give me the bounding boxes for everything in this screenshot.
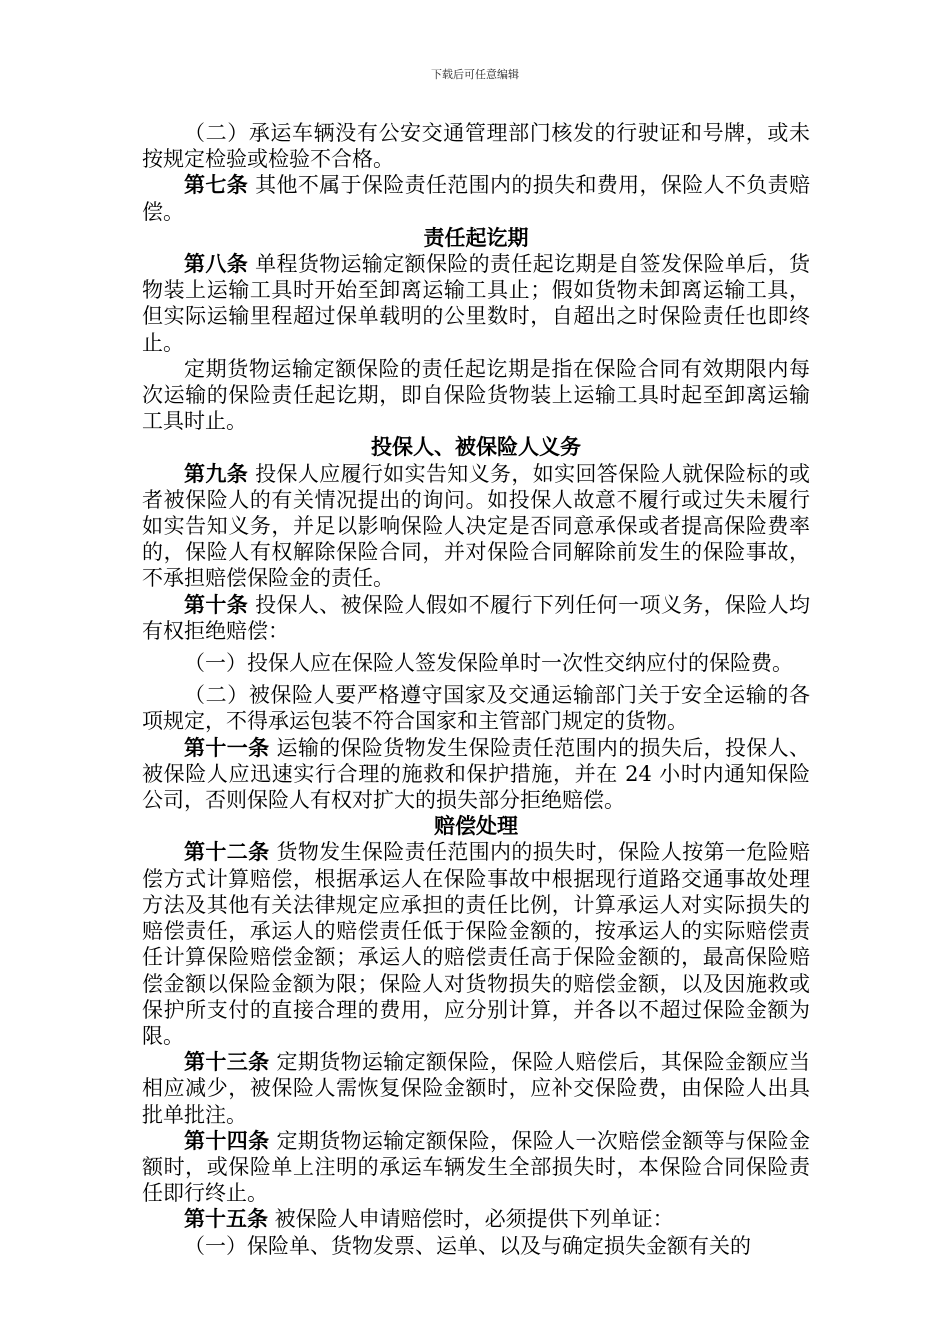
paragraph [142, 1128, 810, 1207]
paragraph [142, 120, 810, 172]
section-heading: 责任起讫期 [423, 225, 529, 250]
article-number: 第十五条 [184, 1207, 268, 1232]
paragraph-text: （一）投保人应在保险人签发保险单时一次性交纳应付的保险费。 [184, 651, 793, 676]
article-number: 第十三条 [184, 1050, 270, 1075]
article-number: 第九条 [184, 461, 249, 486]
article-number: 第十条 [184, 592, 249, 617]
paragraph-text: （一）保险单、货物发票、运单、以及与确定损失金额有关的 [184, 1233, 751, 1258]
paragraph-text: 定期货物运输定额保险的责任起讫期是指在保险合同有效期限内每次运输的保险责任起讫期，即自保险货物装上运输工具时起至卸离运输工具时止。 [142, 356, 810, 434]
paragraph [142, 356, 810, 435]
document-body [142, 120, 810, 1259]
article-number: 第七条 [184, 173, 249, 198]
paragraph-text: 运输的保险货物发生保险责任范围内的损失后，投保人、被保险人应迅速实行合理的施救和保护措施，并在 24 小时内通知保险公司，否则保险人有权对扩大的损失部分拒绝赔偿。 [142, 735, 811, 813]
paragraph-text: 投保人、被保险人假如不履行下列任何一项义务，保险人均有权拒绝赔偿： [142, 592, 810, 643]
article-number: 第十一条 [184, 735, 270, 760]
article-number: 第八条 [184, 252, 249, 277]
paragraph-text: （二）被保险人要严格遵守国家及交通运输部门关于安全运输的各项规定，不得承运包装不符合国家和主管部门规定的货物。 [142, 683, 810, 734]
paragraph-text: 货物发生保险责任范围内的损失时，保险人按第一危险赔偿方式计算赔偿，根据承运人在保险事故中根据现行道路交通事故处理方法及其他有关法律规定应承担的责任比例，计算承运人对实际损失的赔偿责任，承运人的赔偿责任低于保险金额的，按承运人的实际赔偿责任计算保险赔偿金额；承运人的赔偿责任高于保险金额的，最高保险赔偿金额以保险金额为限；保险人对货物损失的赔偿金额，以及因施救或保护所支付的直接合理的费用，应分别计算，并各以不超过保险金额为限。 [142, 840, 811, 1048]
page-header: 下载后可任意编辑 [431, 68, 519, 81]
paragraph [142, 839, 810, 1049]
section-heading: 赔偿处理 [434, 814, 518, 839]
article-number: 第十二条 [184, 840, 270, 865]
paragraph-text: 定期货物运输定额保险，保险人赔偿后，其保险金额应当相应减少，被保险人需恢复保险金额时，应补交保险费，由保险人出具批单批注。 [142, 1050, 811, 1127]
paragraph-text: 投保人应履行如实告知义务，如实回答保险人就保险标的或者被保险人的有关情况提出的询问。如投保人故意不履行或过失未履行如实告知义务，并足以影响保险人决定是否同意承保或者提高保险费率的，保险人有权解除保险合同，并对保险合同解除前发生的保险事故，不承担赔偿保险金的责任。 [142, 461, 810, 591]
paragraph [142, 1233, 810, 1259]
paragraph-text: 定期货物运输定额保险，保险人一次赔偿金额等与保险金额时，或保险单上注明的承运车辆发生全部损失时，本保险合同保险责任即行终止。 [142, 1128, 811, 1206]
paragraph [142, 592, 810, 644]
paragraph [142, 1049, 810, 1128]
section-heading: 投保人、被保险人义务 [371, 435, 581, 460]
paragraph [142, 251, 810, 356]
paragraph [142, 682, 810, 734]
paragraph-text: （二）承运车辆没有公安交通管理部门核发的行驶证和号牌，或未按规定检验或检验不合格。 [142, 121, 810, 172]
paragraph [142, 172, 810, 224]
paragraph-text: 其他不属于保险责任范围内的损失和费用，保险人不负责赔偿。 [142, 173, 810, 224]
paragraph-text: 被保险人申请赔偿时，必须提供下列单证： [268, 1207, 674, 1232]
paragraph-text: 单程货物运输定额保险的责任起讫期是自签发保险单后，货物装上运输工具时开始至卸离运输工具止；假如货物未卸离运输工具，但实际运输里程超过保单载明的公里数时，自超出之时保险责任也即终止。 [142, 252, 810, 355]
paragraph [142, 1206, 810, 1232]
paragraph [142, 735, 810, 814]
article-number: 第十四条 [184, 1128, 270, 1153]
paragraph [142, 650, 810, 676]
paragraph [142, 461, 810, 592]
